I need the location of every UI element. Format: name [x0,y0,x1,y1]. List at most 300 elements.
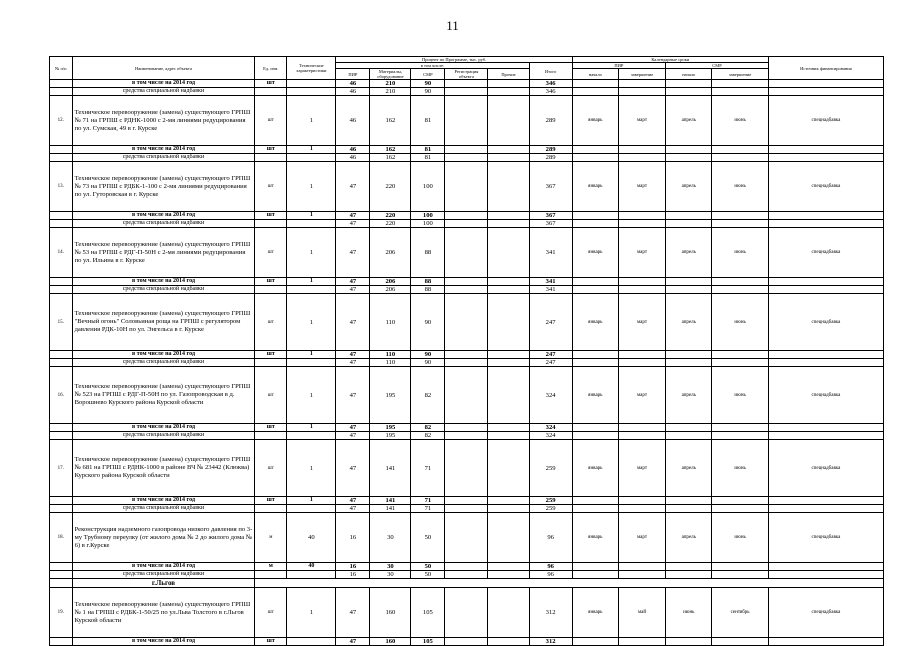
total-cell: 367 [529,162,572,212]
pir-end-cell [618,432,665,440]
smr-start-cell: апрель [666,440,712,497]
object-name: Реконструкция надземного газопровода низкого давления по 3-му Трубному переулку (от жилого дома № 2 до жилого дома № 6) в г.Курске [72,513,255,563]
item-number: 13. [50,162,73,212]
special-funds-label: средства специальной надбавки [72,359,255,367]
other-cell [488,359,529,367]
source-cell [768,638,883,646]
quantity-cell [287,154,336,162]
total-cell: 96 [529,513,572,563]
quantity-cell [287,220,336,228]
total-cell: 289 [529,146,572,154]
pir-cell: 47 [336,440,370,497]
pir-end-cell: март [618,228,665,278]
smr-cell: 88 [411,286,445,294]
object-name: Техническое перевооружение (замена) существующего ГРПШ № 681 на ГРПШ с РДНК-1000 в районе ВЧ № 23442 (Клюква) Курского района Курской области [72,440,255,497]
unit-cell: шт [255,351,287,359]
pir-cell: 47 [336,294,370,351]
smr-start-cell [666,88,712,96]
smr-cell: 81 [411,96,445,146]
registration-cell [445,212,488,220]
pir-start-cell [572,497,618,505]
table-row-item [50,513,884,563]
smr-cell: 90 [411,88,445,96]
smr-end-cell [712,497,768,505]
pir-end-cell [618,638,665,646]
num-cell-empty [50,505,73,513]
header-end-1: завершение [618,69,665,80]
object-name: Техническое перевооружение (замена) существующего ГРПШ № 53 на ГРПШ с РДГ-П-50Н с 2-мя линиями редуцирования по ул. Ильина в г. Курске [72,228,255,278]
quantity-cell [287,80,336,88]
page-number: 11 [446,18,459,33]
unit-cell: шт [255,228,287,278]
table-row-special [50,359,884,367]
pir-start-cell [572,638,618,646]
quantity-cell: 1 [287,278,336,286]
smr-cell: 105 [411,638,445,646]
smr-start-cell [666,432,712,440]
pir-end-cell [618,505,665,513]
registration-cell [445,513,488,563]
smr-cell: 90 [411,351,445,359]
pir-start-cell [572,351,618,359]
smr-cell: 82 [411,367,445,424]
equipment-cell: 110 [370,351,411,359]
pir-start-cell [572,80,618,88]
quantity-cell: 1 [287,367,336,424]
smr-end-cell [712,571,768,579]
pir-cell: 47 [336,638,370,646]
special-funds-label: средства специальной надбавки [72,220,255,228]
registration-cell [445,359,488,367]
quantity-cell [287,359,336,367]
pir-cell: 47 [336,588,370,638]
smr-cell: 71 [411,497,445,505]
pir-end-cell: март [618,367,665,424]
pir-cell: 16 [336,571,370,579]
table-row-incl [50,80,884,88]
smr-end-cell [712,638,768,646]
quantity-cell: 1 [287,162,336,212]
quantity-cell: 1 [287,146,336,154]
registration-cell [445,563,488,571]
header-start-1: начало [572,69,618,80]
unit-cell [255,432,287,440]
quantity-cell: 1 [287,228,336,278]
smr-end-cell [712,432,768,440]
total-cell: 324 [529,424,572,432]
smr-end-cell [712,146,768,154]
header-smr-dates: СМР [666,63,769,69]
registration-cell [445,220,488,228]
table-row-incl [50,563,884,571]
quantity-cell: 1 [287,588,336,638]
other-cell [488,212,529,220]
num-cell-empty [50,432,73,440]
quantity-cell: 1 [287,497,336,505]
source-cell [768,146,883,154]
smr-end-cell: июнь [712,228,768,278]
unit-cell: шт [255,212,287,220]
pir-cell: 47 [336,497,370,505]
unit-cell: шт [255,367,287,424]
equipment-cell: 160 [370,638,411,646]
other-cell [488,220,529,228]
incl-2014-label: в том числе на 2014 год [72,146,255,154]
other-cell [488,571,529,579]
header-other: Прочие [488,69,529,80]
pir-cell: 46 [336,96,370,146]
unit-cell: м [255,563,287,571]
smr-cell: 50 [411,513,445,563]
smr-start-cell [666,212,712,220]
source-cell [768,351,883,359]
pir-cell: 47 [336,367,370,424]
total-cell: 346 [529,88,572,96]
pir-end-cell [618,154,665,162]
pir-cell: 47 [336,162,370,212]
pir-end-cell [618,424,665,432]
object-name: Техническое перевооружение (замена) существующего ГРПШ № 73 на ГРПШ с РДБК-1-100 с 2-мя линиями редуцирования по ул. Гуторовская в г. Курске [72,162,255,212]
equipment-cell: 195 [370,367,411,424]
total-cell: 367 [529,220,572,228]
num-cell-empty [50,154,73,162]
smr-start-cell [666,154,712,162]
header-end-2: завершение [712,69,768,80]
equipment-cell: 162 [370,154,411,162]
source-cell: спецнадбавка [768,96,883,146]
registration-cell [445,638,488,646]
total-cell: 324 [529,367,572,424]
item-number: 12. [50,96,73,146]
total-cell: 367 [529,212,572,220]
num-cell-empty [50,359,73,367]
pir-start-cell: январь [572,588,618,638]
header-pir: ПИР [336,69,370,80]
equipment-cell: 195 [370,424,411,432]
source-cell [768,88,883,96]
pir-cell: 47 [336,424,370,432]
total-cell: 341 [529,286,572,294]
registration-cell [445,278,488,286]
special-funds-label: средства специальной надбавки [72,286,255,294]
smr-start-cell: апрель [666,294,712,351]
smr-start-cell [666,638,712,646]
pir-cell: 46 [336,88,370,96]
incl-2014-label: в том числе на 2014 год [72,497,255,505]
equipment-cell: 162 [370,96,411,146]
table-row-incl [50,212,884,220]
source-cell [768,497,883,505]
other-cell [488,278,529,286]
total-cell: 259 [529,505,572,513]
smr-start-cell [666,286,712,294]
unit-cell: м [255,513,287,563]
pir-end-cell [618,88,665,96]
equipment-cell: 110 [370,359,411,367]
num-cell-empty [50,579,73,588]
table-row-item [50,440,884,497]
table-row-special [50,88,884,96]
quantity-cell: 1 [287,424,336,432]
equipment-cell: 30 [370,563,411,571]
incl-2014-label: в том числе на 2014 год [72,212,255,220]
pir-end-cell [618,80,665,88]
total-cell: 312 [529,638,572,646]
quantity-cell [287,638,336,646]
quantity-cell: 1 [287,212,336,220]
other-cell [488,88,529,96]
smr-end-cell: июнь [712,294,768,351]
other-cell [488,505,529,513]
smr-end-cell [712,286,768,294]
equipment-cell: 110 [370,294,411,351]
header-unit: Ед. изм. [255,57,287,80]
total-cell: 312 [529,588,572,638]
smr-end-cell: июнь [712,367,768,424]
special-funds-label: средства специальной надбавки [72,88,255,96]
source-cell [768,424,883,432]
smr-cell: 100 [411,212,445,220]
smr-end-cell [712,505,768,513]
pir-start-cell [572,154,618,162]
smr-cell: 81 [411,146,445,154]
smr-end-cell: июнь [712,513,768,563]
smr-end-cell [712,80,768,88]
num-cell-empty [50,220,73,228]
other-cell [488,367,529,424]
smr-start-cell [666,80,712,88]
smr-start-cell [666,424,712,432]
source-cell [768,154,883,162]
item-number: 14. [50,228,73,278]
equipment-cell: 210 [370,80,411,88]
pir-cell: 47 [336,505,370,513]
other-cell [488,424,529,432]
other-cell [488,154,529,162]
quantity-cell [287,432,336,440]
smr-start-cell [666,351,712,359]
unit-cell: шт [255,440,287,497]
smr-cell: 105 [411,588,445,638]
source-cell [768,432,883,440]
num-cell-empty [50,571,73,579]
unit-cell: шт [255,294,287,351]
pir-start-cell: январь [572,228,618,278]
smr-start-cell: июнь [666,588,712,638]
registration-cell [445,440,488,497]
special-funds-label: средства специальной надбавки [72,154,255,162]
unit-cell: шт [255,96,287,146]
smr-cell: 81 [411,154,445,162]
registration-cell [445,146,488,154]
registration-cell [445,367,488,424]
smr-cell: 71 [411,440,445,497]
smr-cell: 90 [411,359,445,367]
object-name: Техническое перевооружение (замена) существующего ГРПШ № 523 на ГРПШ с РДГ-П-50Н по ул. Газопроводская в д. Ворошнево Курского района Курской области [72,367,255,424]
other-cell [488,563,529,571]
smr-start-cell [666,563,712,571]
table-row-incl [50,497,884,505]
smr-start-cell [666,220,712,228]
table-row-item [50,228,884,278]
header-num: № п/п [50,57,73,80]
source-cell [768,563,883,571]
pir-end-cell [618,351,665,359]
header-source: Источник финансирования [768,57,883,80]
other-cell [488,351,529,359]
special-funds-label: средства специальной надбавки [72,571,255,579]
num-cell-empty [50,497,73,505]
other-cell [488,638,529,646]
equipment-cell: 160 [370,588,411,638]
program-table [49,56,884,646]
source-cell: спецнадбавка [768,228,883,278]
pir-start-cell [572,424,618,432]
registration-cell [445,571,488,579]
total-cell: 324 [529,432,572,440]
table-row-special [50,220,884,228]
table-row-special [50,571,884,579]
pir-start-cell [572,146,618,154]
pir-end-cell [618,278,665,286]
city-heading: г.Льгов [72,579,255,588]
unit-cell: шт [255,638,287,646]
pir-end-cell: март [618,162,665,212]
num-cell-empty [50,146,73,154]
num-cell-empty [50,286,73,294]
num-cell-empty [50,563,73,571]
smr-start-cell [666,497,712,505]
table-row-incl [50,278,884,286]
table-row-incl [50,146,884,154]
registration-cell [445,432,488,440]
smr-end-cell [712,359,768,367]
other-cell [488,497,529,505]
table-row-item [50,162,884,212]
other-cell [488,294,529,351]
quantity-cell: 40 [287,563,336,571]
table-row-incl [50,638,884,646]
item-number: 19. [50,588,73,638]
smr-cell: 100 [411,162,445,212]
registration-cell [445,228,488,278]
smr-cell: 88 [411,278,445,286]
incl-2014-label: в том числе на 2014 год [72,638,255,646]
city-row-filler [255,579,884,588]
header-pir-dates: ПИР [572,63,665,69]
source-cell [768,220,883,228]
pir-start-cell [572,505,618,513]
registration-cell [445,294,488,351]
smr-cell: 90 [411,294,445,351]
smr-start-cell [666,359,712,367]
item-number: 15. [50,294,73,351]
table-row-special [50,505,884,513]
registration-cell [445,588,488,638]
registration-cell [445,505,488,513]
pir-end-cell [618,359,665,367]
smr-end-cell: сентябрь [712,588,768,638]
header-reg: Регистрация объекта [445,69,488,80]
pir-start-cell [572,220,618,228]
source-cell [768,278,883,286]
object-name: Техническое перевооружение (замена) существующего ГРПШ "Вечный огонь" Соловьиная роща на ГРПШ с регулятором давления РДК-10Н по ул. Энгельса в г. Курске [72,294,255,351]
equipment-cell: 220 [370,162,411,212]
registration-cell [445,286,488,294]
total-cell: 96 [529,563,572,571]
source-cell [768,212,883,220]
object-name: Техническое перевооружение (замена) существующего ГРПШ № 71 на ГРПШ с РДНК-1000 с 2-мя линиями редуцирования по ул. Сумская, 49 в г. Курске [72,96,255,146]
num-cell-empty [50,424,73,432]
smr-end-cell [712,424,768,432]
registration-cell [445,497,488,505]
special-funds-label: средства специальной надбавки [72,432,255,440]
pir-cell: 47 [336,228,370,278]
quantity-cell [287,571,336,579]
smr-end-cell [712,351,768,359]
table-row-item [50,367,884,424]
pir-start-cell: январь [572,96,618,146]
object-name: Техническое перевооружение (замена) существующего ГРПШ № 1 на ГРПШ с РДБК-1-50/25 по ул.Льва Толстого в г.Льгов Курской области [72,588,255,638]
pir-end-cell [618,286,665,294]
pir-start-cell: январь [572,513,618,563]
pir-cell: 16 [336,563,370,571]
source-cell: спецнадбавка [768,294,883,351]
pir-end-cell: март [618,96,665,146]
header-start-2: начало [666,69,712,80]
unit-cell [255,88,287,96]
unit-cell: шт [255,162,287,212]
pir-end-cell: март [618,294,665,351]
smr-cell: 100 [411,220,445,228]
equipment-cell: 220 [370,212,411,220]
pir-start-cell [572,571,618,579]
num-cell-empty [50,351,73,359]
quantity-cell: 1 [287,440,336,497]
table-row-incl [50,424,884,432]
unit-cell: шт [255,588,287,638]
num-cell-empty [50,212,73,220]
num-cell-empty [50,638,73,646]
smr-end-cell [712,220,768,228]
smr-end-cell: июнь [712,96,768,146]
smr-start-cell: апрель [666,96,712,146]
unit-cell [255,220,287,228]
other-cell [488,146,529,154]
source-cell: спецнадбавка [768,513,883,563]
header-dates-group: Календарные сроки [572,57,768,63]
smr-end-cell [712,278,768,286]
registration-cell [445,351,488,359]
quantity-cell [287,505,336,513]
total-cell: 247 [529,351,572,359]
equipment-cell: 141 [370,440,411,497]
equipment-cell: 206 [370,228,411,278]
registration-cell [445,80,488,88]
pir-start-cell: январь [572,367,618,424]
pir-cell: 16 [336,513,370,563]
pir-start-cell: январь [572,440,618,497]
smr-cell: 71 [411,505,445,513]
incl-2014-label: в том числе на 2014 год [72,563,255,571]
pir-cell: 46 [336,80,370,88]
table-row-city [50,579,884,588]
header-equip: Материалы, оборудование [370,69,411,80]
quantity-cell [287,286,336,294]
item-number: 18. [50,513,73,563]
other-cell [488,228,529,278]
pir-end-cell [618,563,665,571]
